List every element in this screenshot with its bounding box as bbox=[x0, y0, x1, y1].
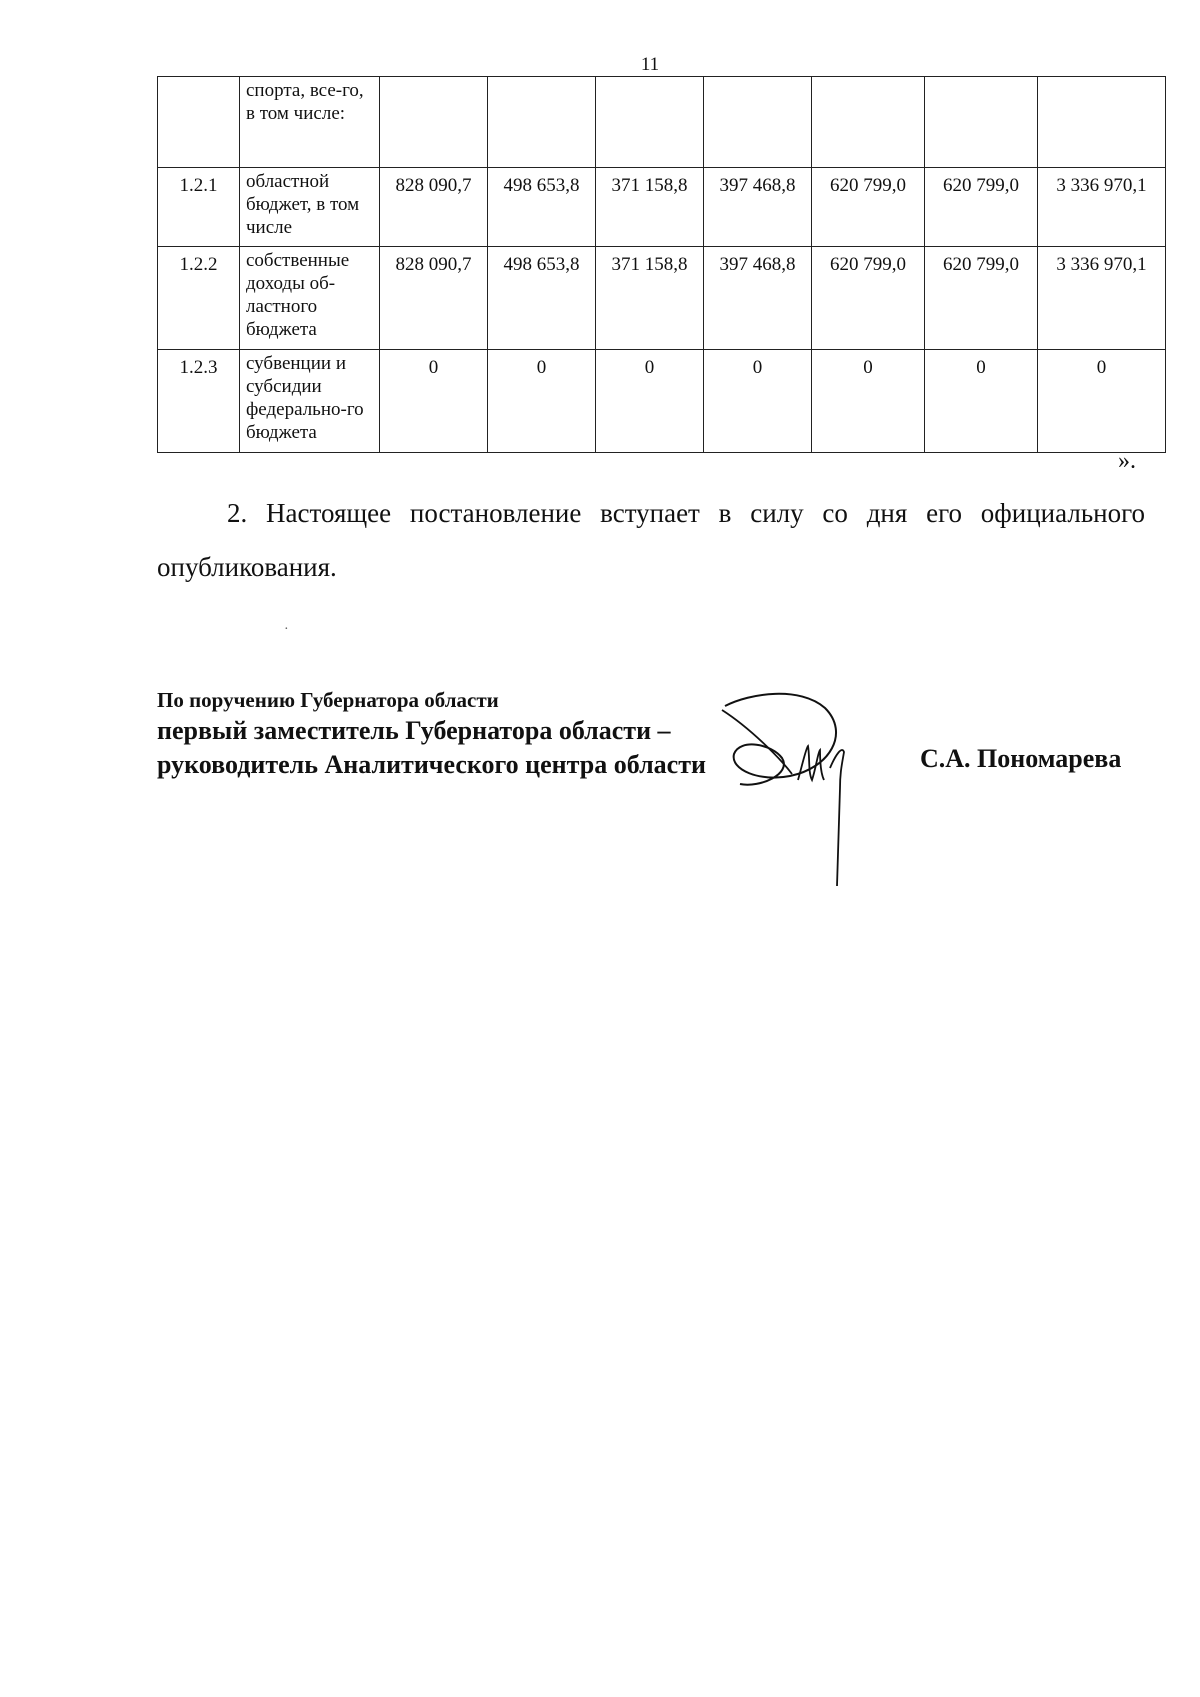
paragraph-effective-date bbox=[157, 486, 1145, 594]
row-value: 620 799,0 bbox=[925, 247, 1038, 350]
row-name: областной бюджет, в том числе bbox=[240, 168, 380, 247]
row-value: 0 bbox=[1038, 350, 1166, 453]
row-value: 397 468,8 bbox=[704, 247, 812, 350]
row-value: 828 090,7 bbox=[380, 247, 488, 350]
row-value: 3 336 970,1 bbox=[1038, 168, 1166, 247]
row-value: 620 799,0 bbox=[925, 168, 1038, 247]
row-value bbox=[380, 77, 488, 168]
closing-quote: ». bbox=[1118, 448, 1136, 474]
row-value bbox=[704, 77, 812, 168]
row-value bbox=[488, 77, 596, 168]
handwritten-signature-icon bbox=[720, 688, 920, 888]
row-value: 498 653,8 bbox=[488, 168, 596, 247]
signature-line-1: По поручению Губернатора области bbox=[157, 688, 499, 712]
paragraph-text: 2. Настоящее постановление вступает в силу со дня его официального опубликования. bbox=[157, 498, 1145, 582]
row-code bbox=[158, 77, 240, 168]
row-value: 620 799,0 bbox=[812, 168, 925, 247]
row-value: 371 158,8 bbox=[596, 247, 704, 350]
row-name: собственные доходы об-ластного бюджета bbox=[240, 247, 380, 350]
row-code: 1.2.1 bbox=[158, 168, 240, 247]
row-value: 397 468,8 bbox=[704, 168, 812, 247]
scan-speck: · bbox=[284, 622, 289, 637]
row-value: 3 336 970,1 bbox=[1038, 247, 1166, 350]
page-number: 11 bbox=[640, 54, 660, 75]
table-row bbox=[158, 77, 1166, 168]
table-row bbox=[158, 168, 1166, 247]
row-value: 0 bbox=[925, 350, 1038, 453]
row-value: 620 799,0 bbox=[812, 247, 925, 350]
row-value: 371 158,8 bbox=[596, 168, 704, 247]
row-value bbox=[925, 77, 1038, 168]
table-row bbox=[158, 350, 1166, 453]
row-code: 1.2.2 bbox=[158, 247, 240, 350]
row-value: 0 bbox=[380, 350, 488, 453]
row-value: 0 bbox=[596, 350, 704, 453]
row-code: 1.2.3 bbox=[158, 350, 240, 453]
signatory-name: С.А. Пономарева bbox=[920, 744, 1122, 773]
row-name: субвенции и субсидии федерально-го бюджета bbox=[240, 350, 380, 453]
row-name: спорта, все-го, в том числе: bbox=[240, 77, 380, 168]
row-value: 0 bbox=[812, 350, 925, 453]
row-value: 0 bbox=[488, 350, 596, 453]
row-value bbox=[1038, 77, 1166, 168]
row-value: 0 bbox=[704, 350, 812, 453]
row-value: 828 090,7 bbox=[380, 168, 488, 247]
signature-line-2: первый заместитель Губернатора области – bbox=[157, 716, 671, 745]
table-row bbox=[158, 247, 1166, 350]
row-value bbox=[596, 77, 704, 168]
budget-table bbox=[157, 76, 1166, 453]
row-value: 498 653,8 bbox=[488, 247, 596, 350]
signature-line-3: руководитель Аналитического центра области bbox=[157, 750, 706, 779]
row-value bbox=[812, 77, 925, 168]
